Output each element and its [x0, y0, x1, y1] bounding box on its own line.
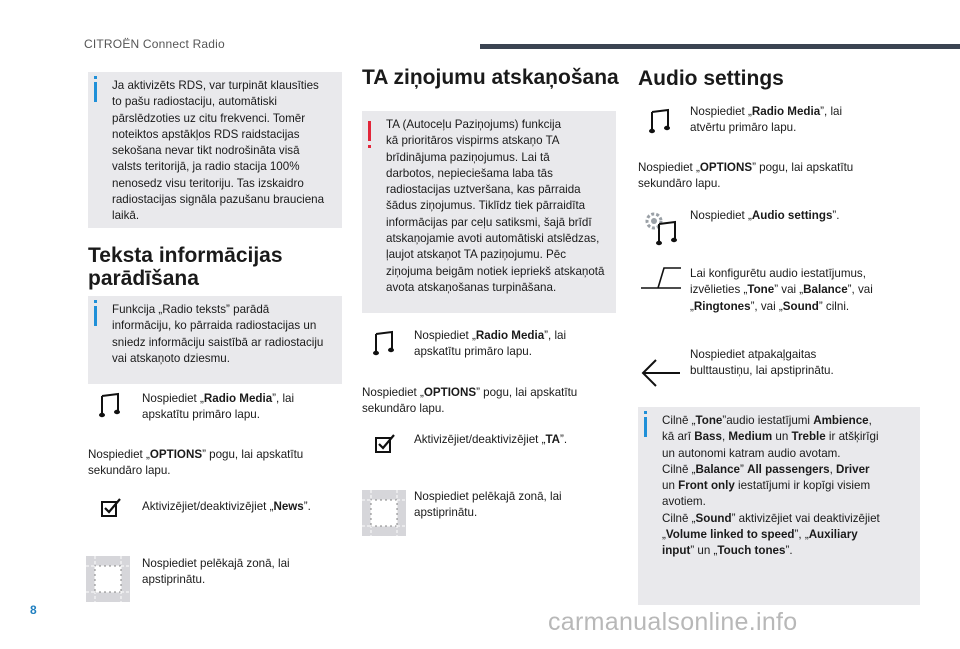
grey-zone-icon — [86, 556, 130, 602]
note-text: TA (Autoceļu Paziņojums) funkcija kā prioritāros vispirms atskaņo TA brīdinājuma paziņojumus. Lai tā darbotos, nepieciešama laba tās radiostacijas uztveršana, kas pārraida šādus ziņojumus. Tiklīdz tiek pārraidīta informācijas par ceļu satiksmi, šajā brīdī atskaņojamie avoti automātiski atslēdzas, ļaujot atskaņot TA paziņojumu. Pēc ziņojuma beigām notiek iepriekš atskaņotā avota atskaņošanas turpināšana. — [386, 118, 605, 294]
step-news-toggle: Aktivizējiet/deaktivizējiet „News”. — [142, 500, 311, 513]
info-note-rds — [88, 72, 342, 228]
step-radio-media: Nospiediet „Radio Media”, lai apskatītu primāro lapu. — [414, 329, 567, 359]
info-icon — [644, 417, 647, 437]
step-confirm-grey-zone: Nospiediet pelēkajā zonā, lai apstiprinātu. — [142, 557, 290, 587]
section-heading-text-info: Teksta informācijas parādīšana — [88, 244, 283, 290]
back-arrow-icon — [640, 356, 682, 390]
step-confirm-back: Nospiediet atpakaļgaitas bulttaustiņu, lai apstiprinātu. — [690, 348, 834, 378]
music-note-icon — [372, 330, 396, 356]
step-options: Nospiediet „OPTIONS” pogu, lai apskatītu sekundāro lapu. — [638, 161, 854, 191]
header-bar — [480, 44, 960, 49]
note-text: Ja aktivizēts RDS, var turpināt klausīties to pašu radiostaciju, automātiski pārslēdzoties uz citu frekvenci. Tomēr noteiktos apstākļos RDS raidstacijas sekošana nevar tikt nodrošināta visā valsts teritorijā, ja radio stacija 100% nenosedz visu teritoriju. Tas izskaidro radiostacijas signāla pazušanu brauciena laikā. — [112, 79, 325, 223]
document-header: CITROËN Connect Radio — [84, 37, 225, 51]
note-text: Funkcija „Radio teksts” parādā informāciju, ko pārraida radiostacijas un sniedz informāciju saistībā ar radiostaciju vai atskaņoto dziesmu. — [112, 303, 324, 365]
step-radio-media: Nospiediet „Radio Media”, lai apskatītu primāro lapu. — [142, 392, 295, 422]
tab-icon — [640, 266, 682, 290]
checkbox-checked-icon — [100, 496, 122, 518]
step-audio-tabs: Lai konfigurētu audio iestatījumus, izvēlieties „Tone” vai „Balance”, vai „Ringtones”, vai „Sound” cilni. — [690, 267, 873, 313]
info-note-audio — [638, 407, 920, 605]
info-icon — [94, 306, 97, 326]
music-note-icon — [648, 108, 672, 134]
audio-settings-icon — [641, 208, 681, 248]
grey-zone-icon — [362, 490, 406, 536]
step-ta-toggle: Aktivizējiet/deaktivizējiet „TA”. — [414, 433, 568, 446]
step-confirm-grey-zone: Nospiediet pelēkajā zonā, lai apstiprinātu. — [414, 490, 562, 520]
warning-icon — [368, 121, 371, 141]
step-radio-media: Nospiediet „Radio Media”, lai atvērtu primāro lapu. — [690, 105, 843, 135]
music-note-icon — [98, 392, 122, 418]
checkbox-checked-icon — [374, 432, 396, 454]
section-heading-ta: TA ziņojumu atskaņošana — [362, 66, 619, 89]
watermark: carmanualsonline.info — [548, 608, 798, 636]
note-text: Cilnē „Tone”audio iestatījumi Ambience, kā arī Bass, Medium un Treble ir atšķirīgi un autonomi katram audio avotam. Cilnē „Balance” All passengers, Driver un Front only iestatījumi ir kopīgi visiem avotiem. Cilnē „Sound” aktivizējiet vai deaktivizējiet „Volume linked to speed”, „Auxiliary input” un „Touch tones”. — [662, 414, 880, 558]
info-note-radio-text — [88, 296, 342, 384]
step-options: Nospiediet „OPTIONS” pogu, lai apskatītu sekundāro lapu. — [88, 448, 304, 478]
step-options: Nospiediet „OPTIONS” pogu, lai apskatītu sekundāro lapu. — [362, 386, 578, 416]
section-heading-audio-settings: Audio settings — [638, 67, 784, 90]
info-icon — [94, 82, 97, 102]
step-audio-settings: Nospiediet „Audio settings”. — [690, 209, 840, 222]
page-number: 8 — [30, 603, 37, 617]
warning-note-ta — [362, 111, 616, 313]
